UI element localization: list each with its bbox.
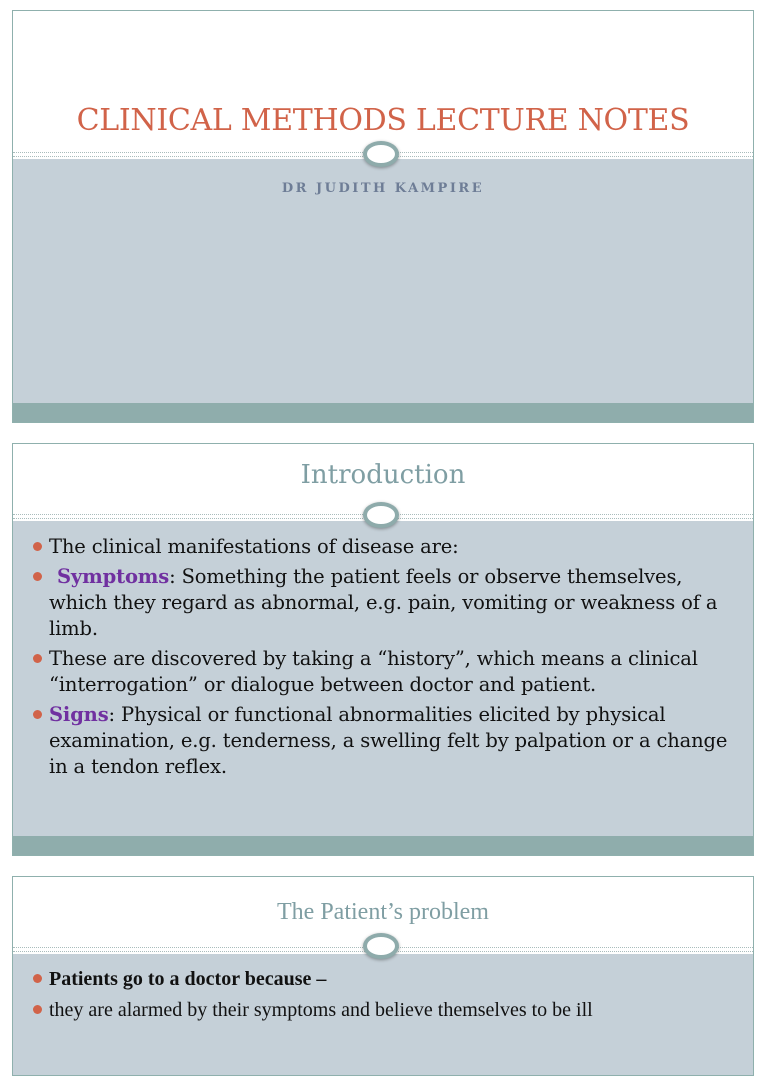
bullet-text: : Physical or functional abnormalities elicited by physical examination, e.g. tenderness, a swelling felt by palpation or a change in a tendon reflex. [49, 703, 728, 778]
keyword-symptoms: Symptoms [57, 565, 170, 588]
slide-body [13, 159, 753, 403]
slide-introduction [12, 443, 754, 856]
keyword-signs: Signs [49, 703, 109, 726]
slide-body [13, 521, 753, 836]
list-item [33, 702, 739, 780]
slide-title [12, 10, 754, 423]
bullet-list [33, 534, 739, 784]
bullet-text: These are discovered by taking a “history”, which means a clinical “interrogation” or dialogue between doctor and patient. [49, 647, 698, 696]
slide-title-introduction: Introduction [300, 460, 466, 490]
bullet-dot-icon [33, 710, 42, 719]
footer-bar [13, 403, 753, 422]
ring-ornament-icon [363, 933, 399, 959]
list-item [33, 998, 739, 1022]
slide-header [13, 11, 753, 154]
list-item [33, 534, 739, 560]
footer-bar [13, 836, 753, 855]
bullet-text: Patients go to a doctor because – [49, 968, 327, 990]
bullet-list [33, 967, 739, 1029]
slide-body [13, 954, 753, 1075]
ring-ornament-icon [363, 141, 399, 167]
bullet-dot-icon [33, 542, 42, 551]
slide-title-patients-problem: The Patient’s problem [277, 899, 489, 925]
bullet-dot-icon [33, 974, 42, 983]
presentation-title: CLINICAL METHODS LECTURE NOTES [76, 103, 690, 138]
list-item [33, 967, 739, 991]
presenter-name: DR JUDITH KAMPIRE [281, 181, 485, 196]
bullet-dot-icon [33, 572, 42, 581]
bullet-text: The clinical manifestations of disease are: [49, 535, 459, 558]
list-item [33, 646, 739, 698]
slide-patients-problem [12, 876, 754, 1076]
ring-ornament-icon [363, 502, 399, 528]
bullet-text: they are alarmed by their symptoms and believe themselves to be ill [49, 999, 593, 1021]
bullet-dot-icon [33, 654, 42, 663]
list-item [33, 564, 739, 642]
bullet-text: : Something the patient feels or observe themselves, which they regard as abnormal, e.g. pain, vomiting or weakness of a limb. [49, 565, 718, 640]
bullet-dot-icon [33, 1005, 42, 1014]
